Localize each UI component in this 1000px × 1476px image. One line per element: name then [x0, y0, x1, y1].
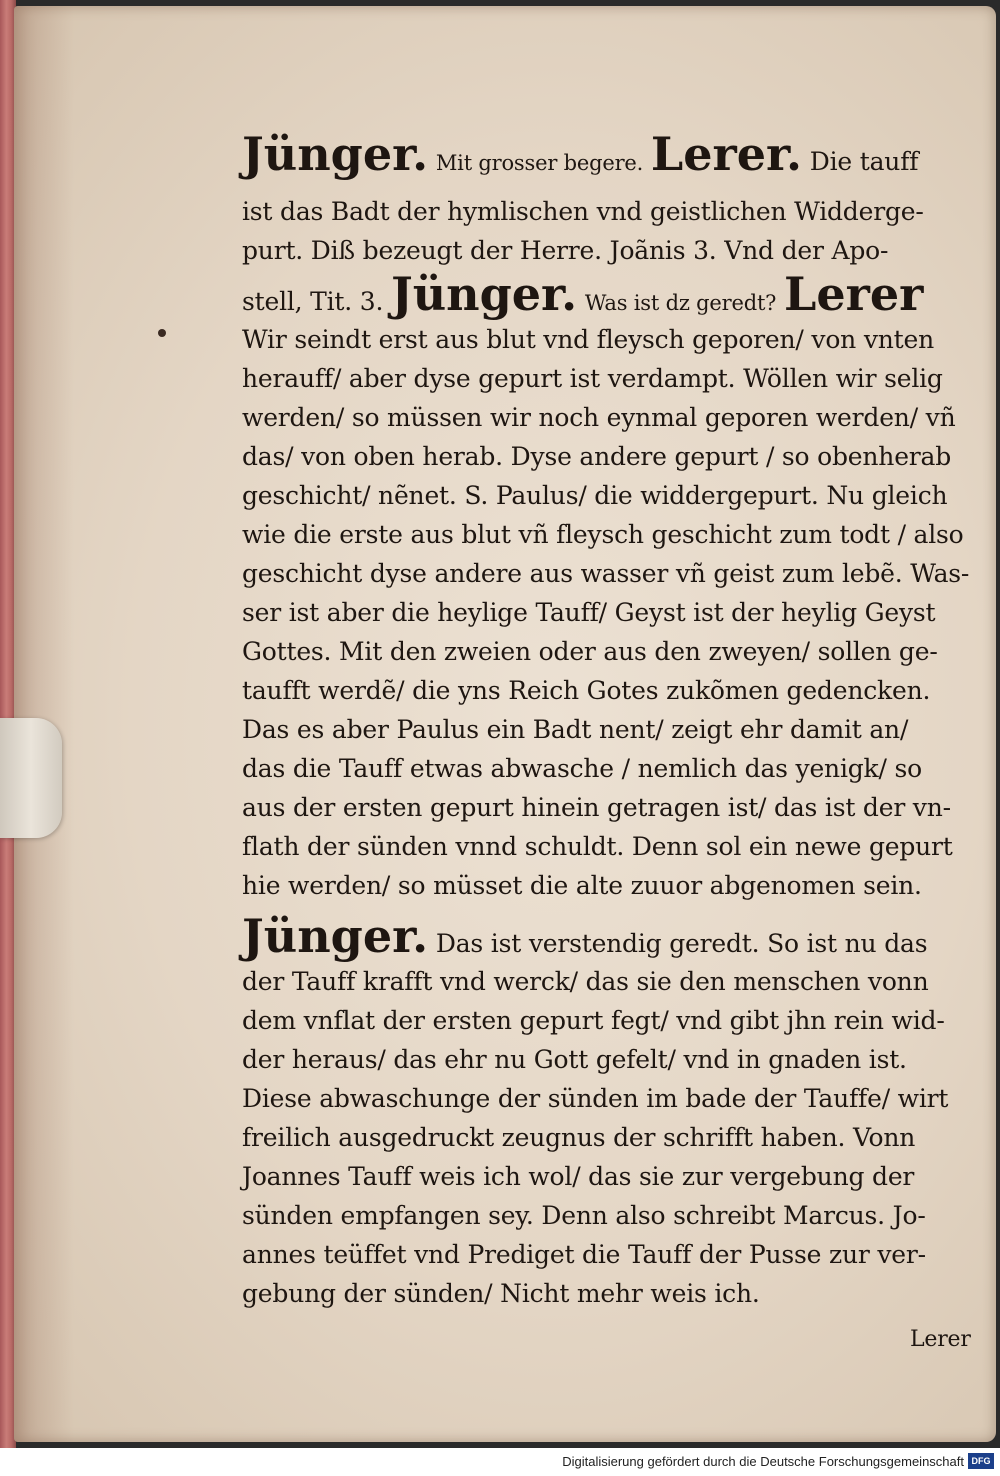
- dfg-logo-icon: DFG: [968, 1453, 994, 1469]
- book-page: [14, 6, 996, 1442]
- text-line: geschicht dyse andere aus wasser vñ geist zum lebẽ. Was-: [242, 559, 970, 588]
- ink-spot: [158, 329, 166, 337]
- text-line: Das es aber Paulus ein Badt nent/ zeigt ehr damit an/: [242, 715, 909, 744]
- text-line: Wir seindt erst aus blut vnd fleysch geporen/ von vnten: [242, 325, 934, 354]
- line-fragment: Was ist dz geredt?: [584, 291, 777, 315]
- text-line: Diese abwaschunge der sünden im bade der Tauffe/ wirt: [242, 1084, 949, 1113]
- text-line: das/ von oben herab. Dyse andere gepurt / so obenherab: [242, 442, 952, 471]
- line-fragment: stell, Tit. 3.: [242, 287, 384, 316]
- text-line: herauff/ aber dyse gepurt ist verdampt. Wöllen wir selig: [242, 364, 943, 393]
- text-line: [242, 127, 919, 181]
- footer-bar: [0, 1448, 1000, 1476]
- text-line: [242, 267, 924, 321]
- text-line: flath der sünden vnnd schuldt. Denn sol ein newe gepurt: [242, 832, 953, 861]
- text-line: purt. Diß bezeugt der Herre. Joãnis 3. Vnd der Apo-: [242, 236, 889, 265]
- text-line: taufft werdẽ/ die yns Reich Gotes zukõmen gedencken.: [242, 676, 931, 705]
- funding-credit: Digitalisierung gefördert durch die Deutsche Forschungsgemeinschaft: [562, 1454, 964, 1469]
- text-line: Gottes. Mit den zweien oder aus den zweyen/ sollen ge-: [242, 637, 938, 666]
- text-line: das die Tauff etwas abwasche / nemlich das yenigk/ so: [242, 754, 922, 783]
- text-line: [242, 909, 928, 963]
- text-line: geschicht/ nẽnet. S. Paulus/ die widdergepurt. Nu gleich: [242, 481, 948, 510]
- text-line: gebung der sünden/ Nicht mehr weis ich.: [242, 1279, 760, 1308]
- line-fragment: Mit grosser begere.: [435, 151, 644, 175]
- text-line: wie die erste aus blut vñ fleysch geschicht zum todt / also: [242, 520, 964, 549]
- text-line: werden/ so müssen wir noch eynmal geporen werden/ vñ: [242, 403, 956, 432]
- speaker-lerer: Lerer: [784, 267, 924, 321]
- text-line: ser ist aber die heylige Tauff/ Geyst ist der heylig Geyst: [242, 598, 936, 627]
- text-line: hie werden/ so müsset die alte zuuor abgenomen sein.: [242, 871, 922, 900]
- line-fragment: Das ist verstendig geredt. So ist nu das: [435, 929, 928, 958]
- text-line: annes teüffet vnd Prediget die Tauff der Pusse zur ver-: [242, 1240, 926, 1269]
- speaker-juenger: Jünger.: [242, 909, 429, 963]
- line-fragment: Die tauff: [809, 147, 919, 176]
- speaker-juenger: Jünger.: [242, 127, 429, 181]
- text-line: dem vnflat der ersten gepurt fegt/ vnd gibt jhn rein wid-: [242, 1006, 945, 1035]
- text-line: freilich ausgedruckt zeugnus der schrifft haben. Vonn: [242, 1123, 916, 1152]
- text-line: Joannes Tauff weis ich wol/ das sie zur vergebung der: [242, 1162, 915, 1191]
- text-line: aus der ersten gepurt hinein getragen ist/ das ist der vn-: [242, 793, 951, 822]
- text-line: der heraus/ das ehr nu Gott gefelt/ vnd in gnaden ist.: [242, 1045, 907, 1074]
- text-line: sünden empfangen sey. Denn also schreibt Marcus. Jo-: [242, 1201, 926, 1230]
- page-clip: [0, 718, 62, 838]
- catchword: Lerer: [910, 1327, 971, 1352]
- speaker-lerer: Lerer.: [650, 127, 803, 181]
- text-line: ist das Badt der hymlischen vnd geistlichen Widderge-: [242, 197, 924, 226]
- text-line: der Tauff krafft vnd werck/ das sie den menschen vonn: [242, 967, 929, 996]
- speaker-juenger: Jünger.: [390, 267, 578, 321]
